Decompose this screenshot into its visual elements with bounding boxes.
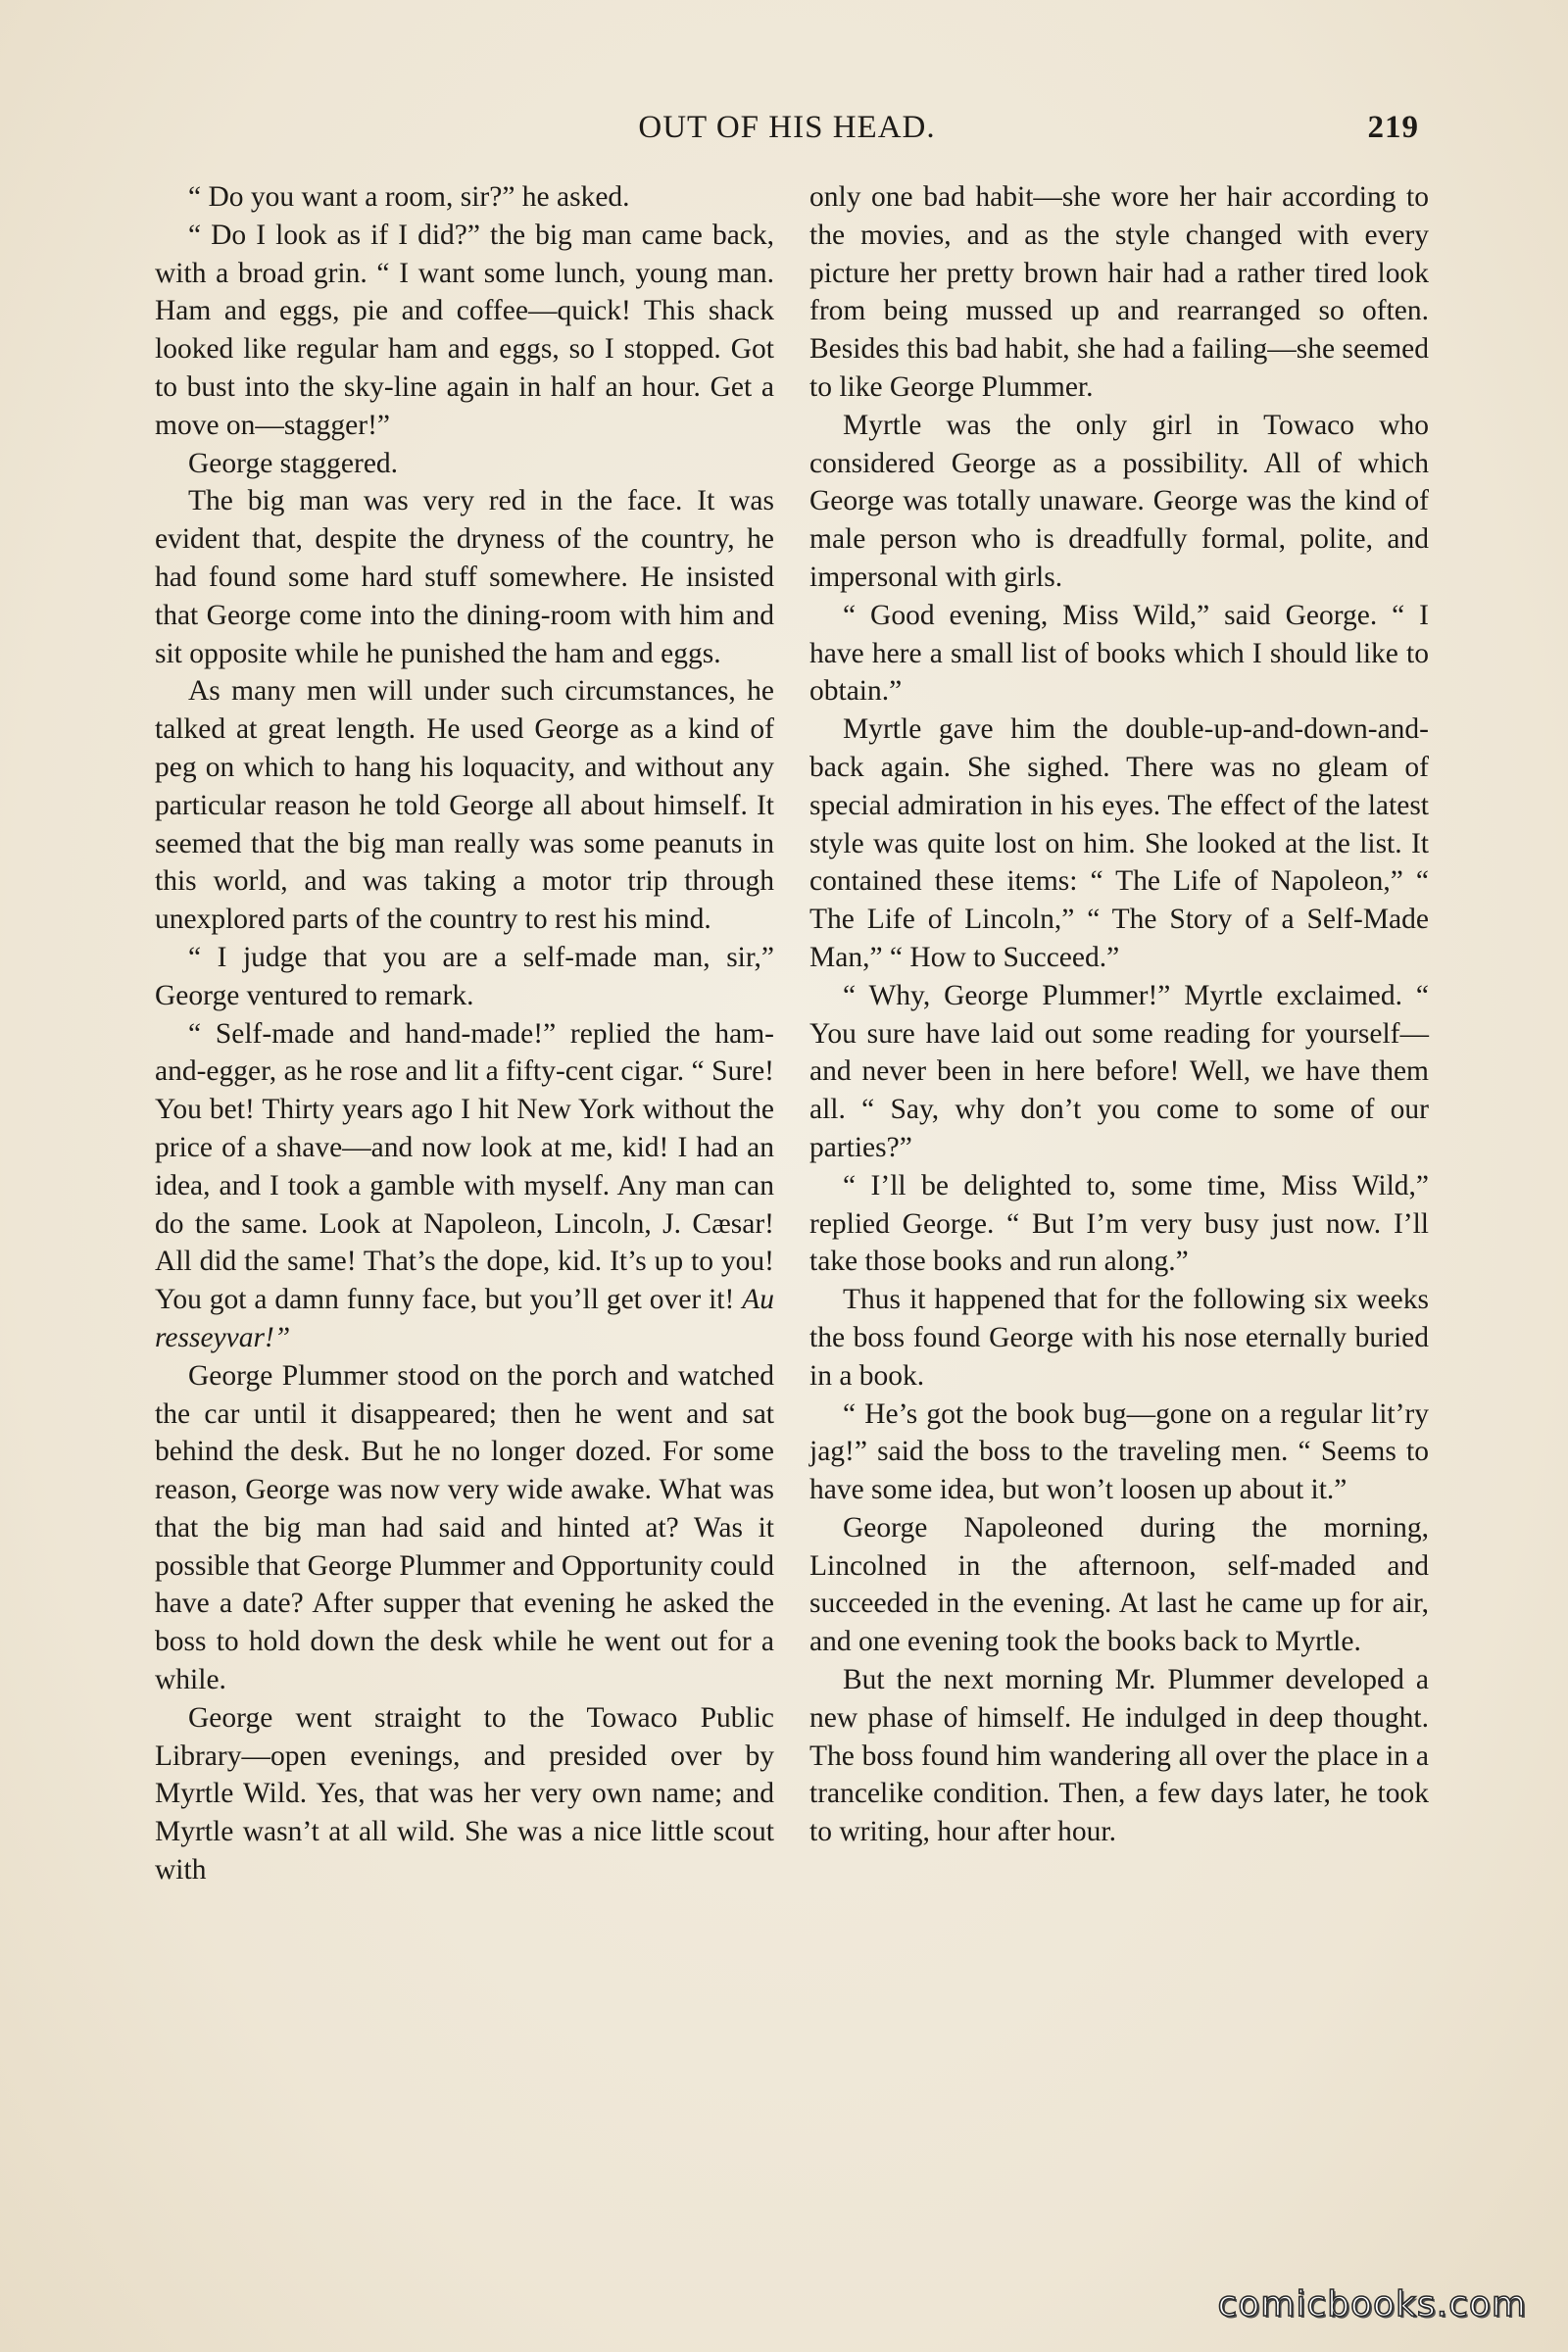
paragraph: George staggered. (188, 447, 399, 479)
paragraph: “ Do you want a room, sir?” he asked. (188, 181, 630, 213)
watermark-text: comicbooks.com (1217, 2284, 1527, 2325)
text-columns (155, 178, 1429, 2236)
page-header (155, 110, 1419, 159)
left-column (155, 178, 774, 1889)
paragraph: “ He’s got the book bug—gone on a regular lit’ry jag!” said the boss to the traveling men. “ Seems to have some idea, but won’t loosen up about it.” (809, 1397, 1429, 1506)
paragraph: The big man was very red in the face. It was evident that, despite the dryness of the country, he had found some hard stuff somewhere. He insisted that George come into the dining-room with him and sit opposite while he punished the ham and eggs. (155, 485, 774, 669)
paragraph: “ Why, George Plummer!” Myrtle exclaimed. “ You sure have laid out some reading for yourself—and never been in here before! Well, we have them all. “ Say, why don’t you come to some of our parties?” (809, 979, 1429, 1163)
paragraph: “ I’ll be delighted to, some time, Miss Wild,” replied George. “ But I’m very busy just now. I’ll take those books and run along.” (809, 1169, 1429, 1278)
paragraph: George Plummer stood on the porch and watched the car until it disappeared; then he went and sat behind the desk. But he no longer dozed. For some reason, George was now very wide awake. What was that the big man had said and hinted at? Was it possible that George Plummer and Opportunity could have a date? After supper that evening he asked the boss to hold down the desk while he went out for a while. (155, 1359, 774, 1696)
paragraph: George Napoleoned during the morning, Lincolned in the afternoon, self-maded and succeeded in the evening. At last he came up for air, and one evening took the books back to Myrtle. (809, 1511, 1429, 1658)
watermark (1164, 2278, 1527, 2325)
right-column (809, 178, 1429, 1851)
paragraph: But the next morning Mr. Plummer developed a new phase of himself. He indulged in deep thought. The boss found him wandering all over the place in a trancelike condition. Then, a few days later, he took to writing, hour after hour. (809, 1664, 1429, 1848)
paragraph: “ Good evening, Miss Wild,” said George. “ I have here a small list of books which I should like to obtain.” (809, 599, 1429, 708)
running-head: OUT OF HIS HEAD. (638, 110, 936, 145)
italic-farewell: Au resseyvar!” (155, 1284, 774, 1353)
paragraph: “ Do I look as if I did?” the big man came back, with a broad grin. “ I want some lunch, young man. Ham and eggs, pie and coffee—quick! This shack looked like regular ham and eggs, so I stopped. Got to bust into the sky-line again in half an hour. Get a move on—stagger!” (155, 219, 774, 441)
paragraph-continued: only one bad habit—she wore her hair according to the movies, and as the style changed with every picture her pretty brown hair had a rather tired look from being mussed up and rearranged so often. Besides this bad habit, she had a failing—she seemed to like George Plummer. (809, 181, 1429, 403)
paragraph: Myrtle gave him the double-up-and-down-and-back again. She sighed. There was no gleam of special admiration in his eyes. The effect of the latest style was quite lost on him. She looked at the list. It contained these items: “ The Life of Napoleon,” “ The Life of Lincoln,” “ The Story of a Self-Made Man,” “ How to Succeed.” (809, 713, 1429, 973)
paragraph: “ I judge that you are a self-made man, sir,” George ventured to remark. (155, 941, 774, 1011)
paragraph: As many men will under such circumstances, he talked at great length. He used George as a kind of peg on which to hang his loquacity, and without any particular reason he told George all about himself. It seemed that the big man really was some peanuts in this world, and was taking a motor trip through unexplored parts of the country to rest his mind. (155, 675, 774, 936)
paragraph: George went straight to the Towaco Public Library—open evenings, and presided over by Myrtle Wild. Yes, that was her very own name; and Myrtle wasn’t at all wild. She was a nice little scout with (155, 1701, 774, 1886)
paragraph-text: “ Self-made and hand-made!” replied the ham-and-egger, as he rose and lit a fifty-cent cigar. “ Sure! You bet! Thirty years ago I hit New York without the price of a shave—and now look at me, kid! I had an idea, and I took a gamble with myself. Any man can do the same. Look at Napoleon, Lincoln, J. Cæsar! All did the same! That’s the dope, kid. It’s up to you! You got a damn funny face, but you’ll get over it! (155, 1017, 774, 1316)
page-number: 219 (1367, 110, 1419, 145)
paragraph: Thus it happened that for the following six weeks the boss found George with his nose eternally buried in a book. (809, 1284, 1429, 1392)
paragraph: Myrtle was the only girl in Towaco who considered George as a possibility. All of which George was totally unaware. George was the kind of male person who is dreadfully formal, polite, and impersonal with girls. (809, 409, 1429, 593)
paragraph-with-italic (155, 1015, 774, 1357)
